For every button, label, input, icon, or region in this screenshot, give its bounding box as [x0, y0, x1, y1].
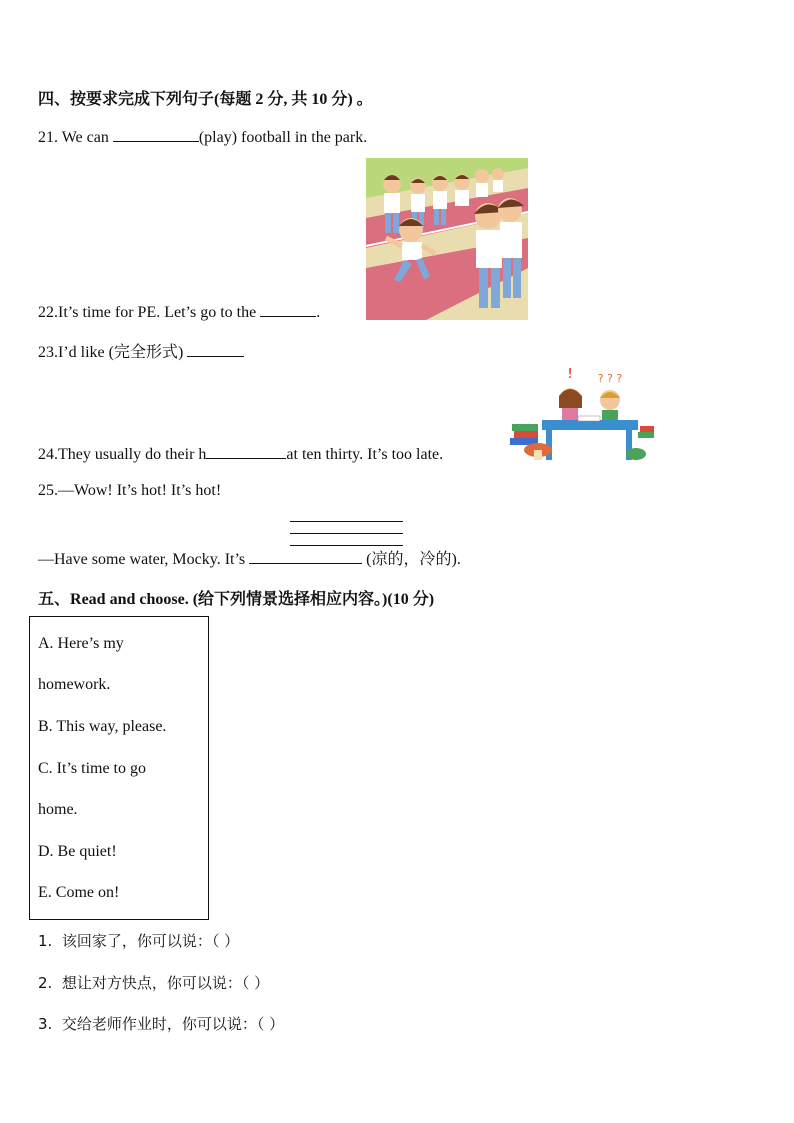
choose-question-1[interactable]	[38, 930, 239, 951]
question-21-blank[interactable]	[113, 140, 199, 142]
choose-question-3-text: 交给老师作业时，你可以说：（ ）	[61, 1015, 285, 1033]
section-4-heading: 四、按要求完成下列句子(每题 2 分, 共 10 分) 。	[38, 91, 373, 108]
question-25-rule	[290, 521, 403, 522]
question-24-blank[interactable]	[206, 457, 286, 459]
question-23	[38, 339, 244, 362]
choose-question-2-number: 2.	[38, 974, 53, 992]
choose-question-1-text: 该回家了，你可以说：（ ）	[61, 932, 240, 950]
question-24-prefix: .They usually do their h	[54, 446, 207, 463]
option-d: D. Be quiet!	[38, 843, 117, 860]
homework-illustration	[506, 368, 658, 464]
question-24-suffix: at ten thirty. It’s too late.	[286, 446, 444, 463]
question-25-rule	[290, 533, 403, 534]
choose-question-1-number: 1.	[38, 932, 53, 950]
option-b: B. This way, please.	[38, 718, 167, 735]
question-25-line-2	[38, 546, 461, 569]
question-23-prefix: 23.I’d like (完全形式)	[38, 344, 188, 361]
option-c-continued: home.	[38, 801, 78, 818]
section-5-heading	[38, 586, 434, 609]
options-box	[29, 616, 209, 920]
section-5-heading-en: Read and choose.	[70, 591, 189, 608]
choose-question-2[interactable]	[38, 972, 269, 993]
choose-question-3[interactable]	[38, 1013, 284, 1034]
question-24	[38, 446, 443, 464]
section-5-heading-cn: 五、	[38, 591, 71, 608]
question-22-suffix: .	[316, 304, 321, 321]
svg-text:? ? ?: ? ? ?	[597, 372, 623, 385]
option-a: A. Here’s my	[38, 635, 124, 652]
question-21	[38, 129, 367, 147]
question-23-blank[interactable]	[187, 355, 244, 357]
option-a-continued: homework.	[38, 676, 111, 693]
option-c: C. It’s time to go	[38, 760, 146, 777]
question-24-number: 24	[38, 446, 54, 463]
question-25-suffix: (凉的，冷的).	[362, 551, 461, 568]
choose-question-3-number: 3.	[38, 1015, 53, 1033]
svg-text:!: !	[567, 368, 573, 382]
question-21-suffix: (play) football in the park.	[198, 129, 368, 146]
question-21-prefix: . We can	[54, 129, 113, 146]
question-22-prefix: 22.It’s time for PE. Let’s go to the	[38, 304, 261, 321]
question-22-blank[interactable]	[260, 315, 316, 317]
question-22	[38, 304, 320, 322]
question-25-blank[interactable]	[249, 562, 362, 564]
question-21-number: 21	[38, 129, 54, 146]
running-track-illustration	[366, 158, 528, 320]
question-25-line-1: 25.—Wow! It’s hot! It’s hot!	[38, 482, 222, 499]
option-e: E. Come on!	[38, 884, 120, 901]
question-25-prefix: —Have some water, Mocky. It’s	[38, 551, 250, 568]
section-5-heading-note: (给下列情景选择相应内容。)(10 分)	[188, 591, 435, 608]
choose-question-2-text: 想让对方快点，你可以说：（ ）	[61, 974, 270, 992]
